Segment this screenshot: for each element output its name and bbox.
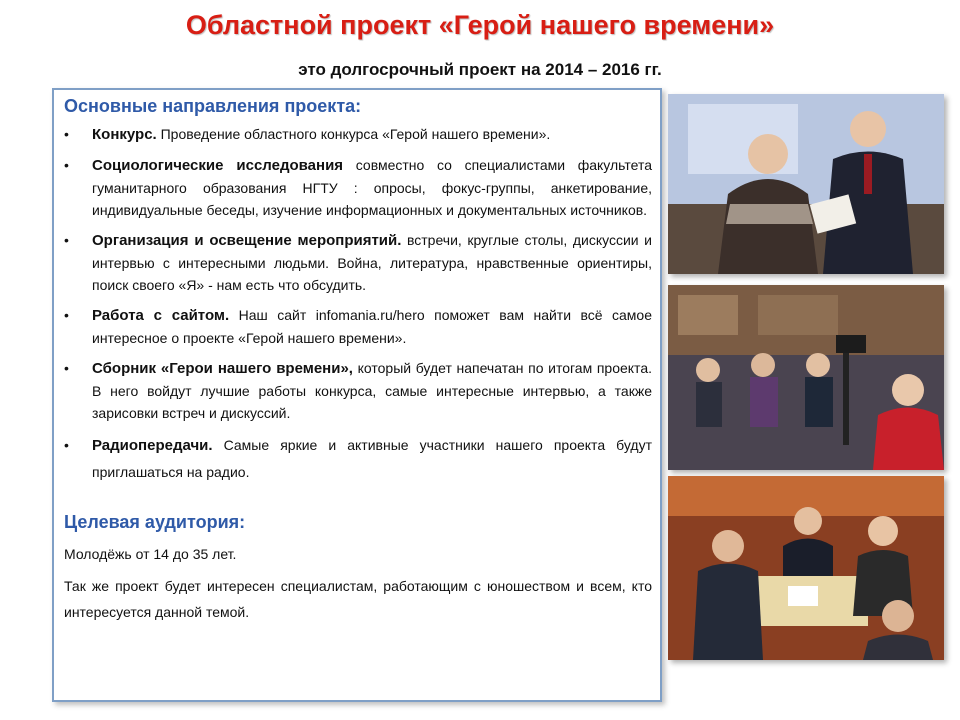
photo-audience-seated-illustration: [668, 285, 944, 470]
audience-age: Молодёжь от 14 до 35 лет.: [64, 546, 237, 562]
directions-list: [64, 123, 652, 486]
item-text: который будет напечатан по итогам проекта. В него войдут лучшие работы конкурса, самые интересные интервью, а также зарисовки встреч и дискуссий.: [92, 360, 652, 421]
page-title: Областной проект «Герой нашего времени»: [185, 10, 775, 40]
item-lead: Радиопередачи.: [92, 437, 213, 454]
bullet-icon: •: [64, 232, 69, 248]
photo-group-discussion-illustration: [668, 476, 944, 660]
list-item: [64, 154, 652, 221]
audience-heading: Целевая аудитория:: [64, 512, 246, 532]
audience-text: Так же проект будет интересен специалистам, работающим с юношеством и всем, кто интересуется данной темой.: [64, 578, 652, 620]
list-item: [64, 432, 652, 486]
photo-award-ceremony: [668, 94, 944, 274]
directions-heading: Основные направления проекта:: [64, 96, 362, 116]
bullet-icon: •: [64, 437, 69, 453]
photo-audience-seated: [668, 285, 944, 470]
item-text: встречи, круглые столы, дискуссии и интервью с интересными людьми. Война, литература, нравственные ориентиры, поиск своего «Я» - нам есть что обсудить.: [92, 232, 652, 293]
item-lead: Социологические исследования: [92, 157, 344, 174]
item-lead: Работа с сайтом.: [92, 307, 230, 324]
item-text: Проведение областного конкурса «Герой нашего времени».: [156, 126, 551, 142]
item-lead: Конкурс.: [92, 126, 157, 143]
page-subtitle: это долгосрочный проект на 2014 – 2016 гг.: [298, 60, 662, 79]
content-box: [52, 88, 662, 702]
photo-group-discussion: [668, 476, 944, 660]
bullet-icon: •: [64, 307, 69, 323]
list-item: [64, 304, 652, 349]
item-text: Наш сайт infomania.ru/hero поможет вам найти всё самое интересное о проекте «Герой нашего времени».: [92, 307, 652, 346]
bullet-icon: •: [64, 126, 69, 142]
bullet-icon: •: [64, 157, 69, 173]
list-item: [64, 357, 652, 424]
photo-award-ceremony-illustration: [668, 94, 944, 274]
list-item: [64, 123, 652, 146]
list-item: [64, 229, 652, 296]
item-text: Самые яркие и активные участники нашего проекта будут приглашаться на радио.: [92, 437, 652, 480]
item-text: совместно со специалистами факультета гуманитарного образования НГТУ : опросы, фокус-группы, анкетирование, индивидуальные беседы, изучение информационных и документальных источников.: [92, 157, 652, 218]
item-lead: Сборник «Герои нашего времени»,: [92, 360, 353, 377]
item-lead: Организация и освещение мероприятий.: [92, 232, 402, 249]
bullet-icon: •: [64, 360, 69, 376]
